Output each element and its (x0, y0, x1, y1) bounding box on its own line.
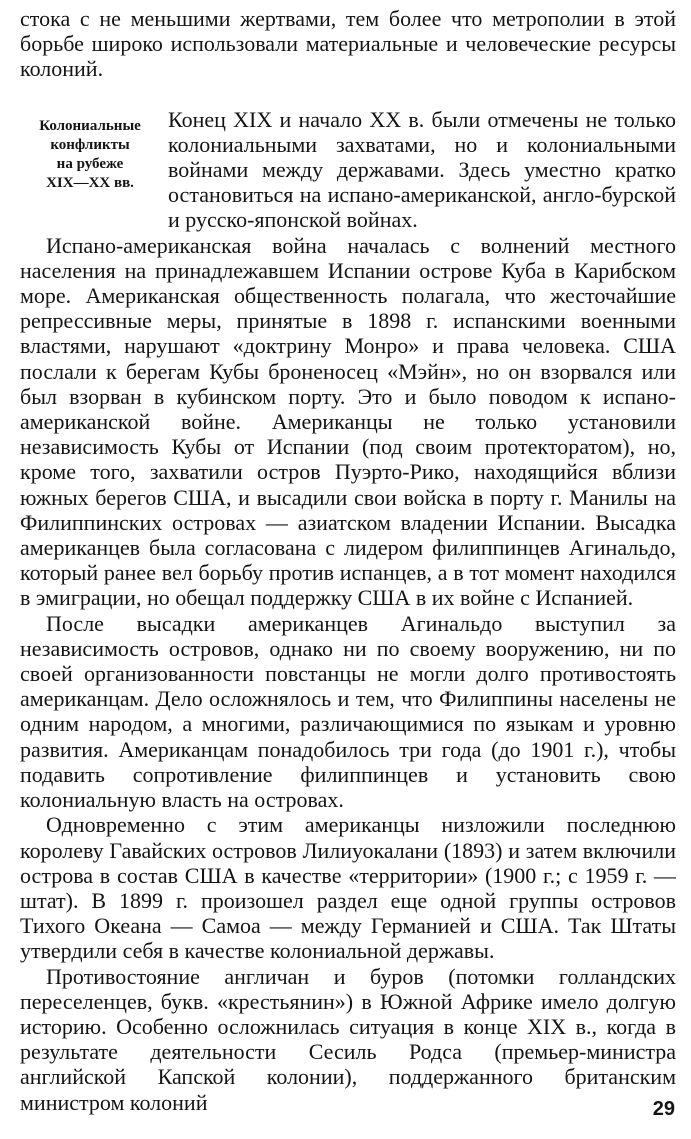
page-number: 29 (652, 1098, 675, 1120)
sidebar-heading (20, 107, 168, 193)
body-paragraph: Одновременно с этим американцы низложили последнюю королеву Гавайских островов Лилиуокалани (1893) и затем включили острова в состав США в качестве «территории» (1900 г.; с 1959 г. — штат). В 1899 г. произошел раздел еще одной группы островов Тихого Океана — Самоа — между Германией и США. Так Штаты утвердили себя в качестве колониальной державы. (20, 812, 676, 964)
sidebar-heading-line: конфликты (50, 136, 130, 153)
section-start-paragraph: Конец XIX и начало XX в. были отмечены не только колониальными захватами, но и колониальными войнами между державами. Здесь уместно кратко остановиться на испано-американской, англо-бурской и русско-японской войнах. (168, 106, 676, 233)
sidebar-heading-line: XIX—XX вв. (46, 174, 134, 191)
sidebar-heading-line: на рубеже (56, 155, 124, 172)
section-colonial-conflicts (20, 107, 676, 233)
page-body (20, 6, 676, 1115)
body-paragraph: После высадки американцев Агинальдо выступил за независимость островов, однако ни по своему вооружению, ни по своей организованности повстанцы не могли долго противостоять американцам. Дело осложнялось и тем, что Филиппины населены не одним народом, а многими, различающимися по языкам и уровню развития. Американцам понадобилось три года (до 1901 г.), чтобы подавить сопротивление филиппинцев и установить свою колониальную власть на островах. (20, 610, 676, 813)
sidebar-heading-line: Колониальные (39, 117, 141, 134)
body-paragraph: Противостояние англичан и буров (потомки голландских переселенцев, букв. «крестьянин») в Южной Африке имело долгую историю. Особенно осложнилась ситуация в конце XIX в., когда в результате деятельности Сесиль Родса (премьер-министра английской Капской колонии), поддержанного британским министром колоний (20, 963, 676, 1115)
body-paragraph: Испано-американская война началась с волнений местного населения на принадлежавшем Испании острове Куба в Карибском море. Американская общественность полагала, что жесточайшие репрессивные меры, принятые в 1898 г. испанскими военными властями, нарушают «доктрину Монро» и права человека. США послали к берегам Кубы броненосец «Мэйн», но он взорвался или был взорван в кубинском порту. Это и было поводом к испано-американской войне. Американцы не только установили независимость Кубы от Испании (под своим протекторатом), но, кроме того, захватили остров Пуэрто-Рико, находящийся вблизи южных берегов США, и высадили свои войска в порту г. Манилы на Филиппинских островах — азиатском владении Испании. Высадка американцев была согласована с лидером филиппинцев Агинальдо, который ранее вел борьбу против испанцев, а в тот момент находился в эмиграции, но обещал поддержку США в их войне с Испанией. (20, 232, 676, 611)
intro-paragraph: стока с не меньшими жертвами, тем более что метрополии в этой борьбе широко использовали материальные и человеческие ресурсы колоний. (20, 6, 676, 82)
